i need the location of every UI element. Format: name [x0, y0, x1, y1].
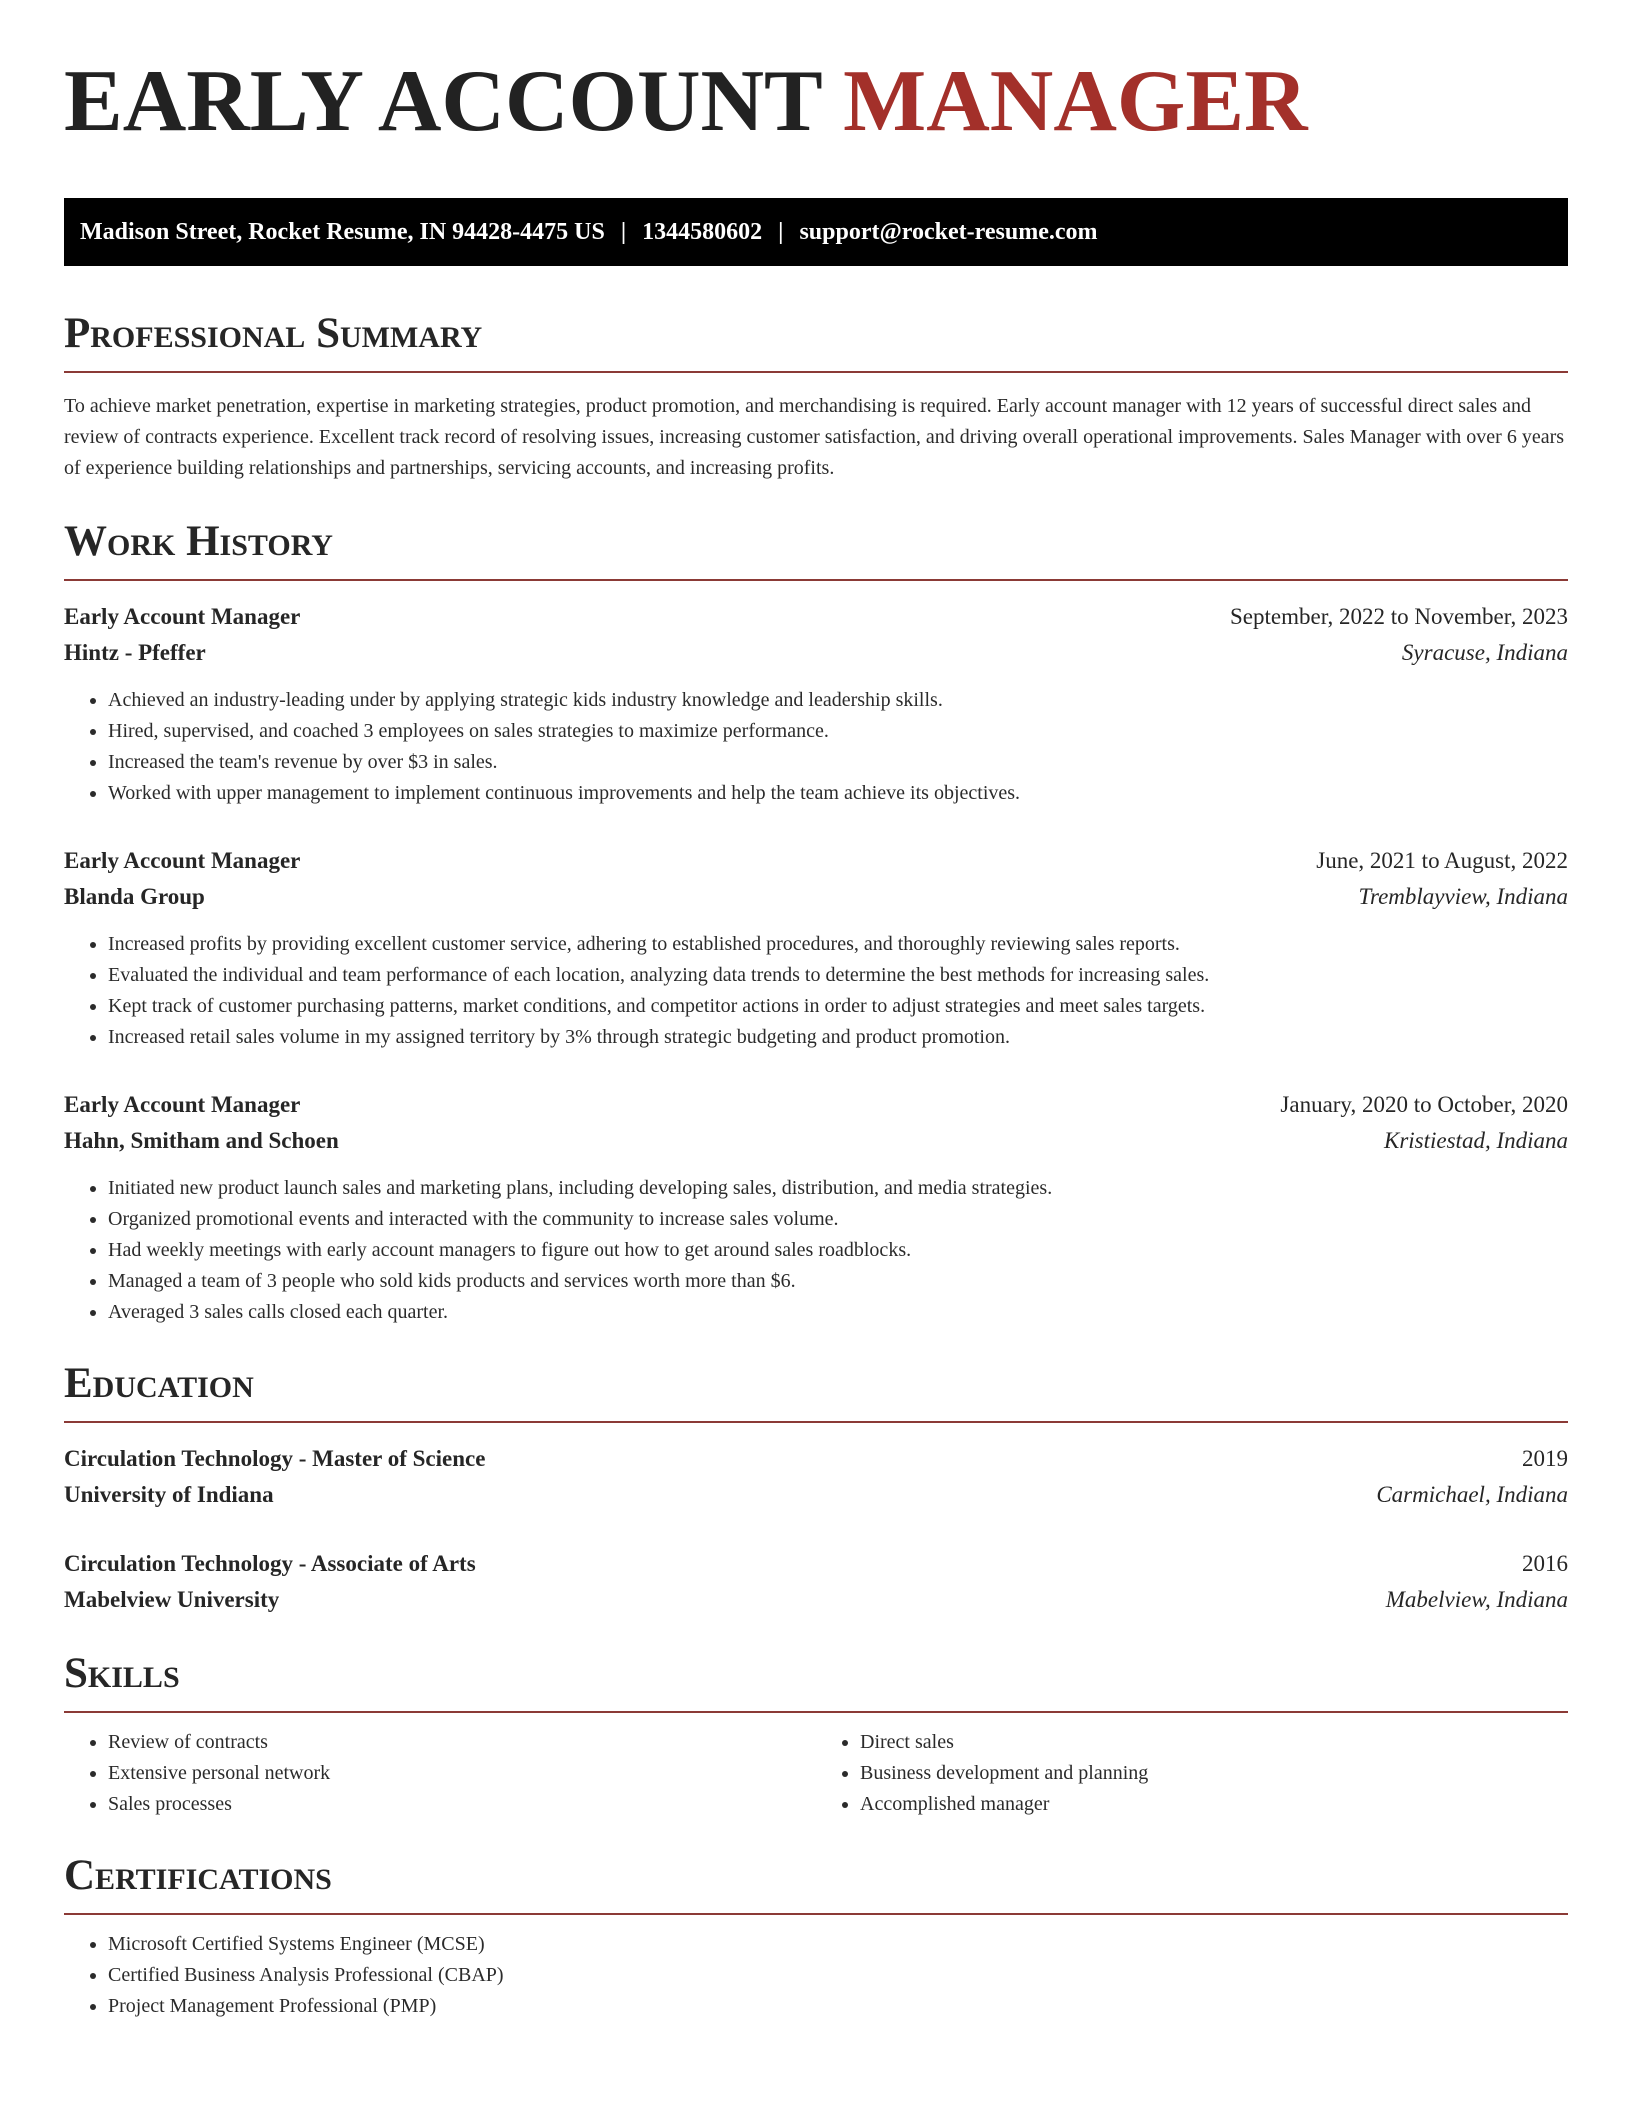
job-bullet: • Worked with upper management to implement continuous improvements and help the team achieve its objectives.: [108, 778, 1568, 809]
job-location: Tremblayview, Indiana: [1358, 884, 1568, 909]
job-entry: [64, 599, 1568, 809]
job-bullet: • Had weekly meetings with early account managers to figure out how to get around sales roadblocks.: [108, 1235, 1568, 1266]
skill-item: • Review of contracts: [108, 1727, 816, 1758]
work-history-heading: Work History: [64, 520, 1568, 581]
contact-email: support@rocket-resume.com: [799, 218, 1098, 245]
name-last: MANAGER: [843, 53, 1308, 150]
skill-item: • Direct sales: [860, 1727, 1568, 1758]
job-company: Hahn, Smitham and Schoen: [64, 1128, 339, 1153]
candidate-name: [64, 53, 1568, 150]
job-company: Blanda Group: [64, 884, 205, 909]
certification-item: • Project Management Professional (PMP): [108, 1991, 1568, 2022]
education-school: University of Indiana: [64, 1482, 274, 1507]
name-first: EARLY ACCOUNT: [64, 53, 822, 150]
contact-separator: |: [778, 218, 784, 245]
education-heading: Education: [64, 1362, 1568, 1423]
job-bullets: [64, 1173, 1568, 1328]
job-bullet: • Hired, supervised, and coached 3 employees on sales strategies to maximize performance.: [108, 716, 1568, 747]
job-entry: [64, 1087, 1568, 1328]
summary-heading: Professional Summary: [64, 312, 1568, 373]
job-location: Kristiestad, Indiana: [1383, 1128, 1568, 1153]
job-bullet: • Organized promotional events and interacted with the community to increase sales volume.: [108, 1204, 1568, 1235]
summary-text: To achieve market penetration, expertise in marketing strategies, product promotion, and merchandising is required. Early account manager with 12 years of successful direct sales and review of contracts experience. Excellent track record of resolving issues, increasing customer satisfaction, and driving overall operational improvements. Sales Manager with over 6 years of experience building relationships and partnerships, servicing accounts, and increasing profits.: [64, 395, 1565, 479]
job-role: Early Account Manager: [64, 848, 301, 873]
job-bullet: • Initiated new product launch sales and marketing plans, including developing sales, distribution, and media strategies.: [108, 1173, 1568, 1204]
education-location: Mabelview, Indiana: [1385, 1587, 1568, 1612]
certification-item: • Certified Business Analysis Professional (CBAP): [108, 1960, 1568, 1991]
job-dates: January, 2020 to October, 2020: [1280, 1092, 1568, 1117]
job-role: Early Account Manager: [64, 604, 301, 629]
contact-address: Madison Street, Rocket Resume, IN 94428-4475 US: [80, 218, 605, 245]
education-entry: [64, 1546, 1568, 1618]
skills-grid: [64, 1727, 1568, 1820]
job-bullet: • Evaluated the individual and team performance of each location, analyzing data trends to determine the best methods for increasing sales.: [108, 960, 1568, 991]
job-dates: June, 2021 to August, 2022: [1316, 848, 1568, 873]
job-role: Early Account Manager: [64, 1092, 301, 1117]
job-bullet: • Averaged 3 sales calls closed each quarter.: [108, 1297, 1568, 1328]
skills-heading: Skills: [64, 1652, 1568, 1713]
education-entry: [64, 1441, 1568, 1513]
education-degree: Circulation Technology - Associate of Arts: [64, 1551, 476, 1576]
skills-column-left: [64, 1727, 816, 1820]
skill-item: • Extensive personal network: [108, 1758, 816, 1789]
education-school: Mabelview University: [64, 1587, 280, 1612]
job-bullet: • Managed a team of 3 people who sold kids products and services worth more than $6.: [108, 1266, 1568, 1297]
education-degree: Circulation Technology - Master of Science: [64, 1446, 486, 1471]
contact-phone: 1344580602: [642, 218, 763, 245]
education-location: Carmichael, Indiana: [1376, 1482, 1568, 1507]
job-dates: September, 2022 to November, 2023: [1230, 604, 1568, 629]
job-bullet: • Increased the team's revenue by over $3 in sales.: [108, 747, 1568, 778]
job-bullets: [64, 929, 1568, 1053]
job-bullet: • Kept track of customer purchasing patterns, market conditions, and competitor actions in order to adjust strategies and meet sales targets.: [108, 991, 1568, 1022]
job-company: Hintz - Pfeffer: [64, 640, 206, 665]
education-year: 2019: [1522, 1446, 1568, 1471]
contact-bar: [64, 198, 1568, 266]
skill-item: • Sales processes: [108, 1789, 816, 1820]
skill-item: • Business development and planning: [860, 1758, 1568, 1789]
certifications-heading: Certifications: [64, 1854, 1568, 1915]
contact-separator: |: [620, 218, 627, 245]
education-year: 2016: [1522, 1551, 1568, 1576]
skills-column-right: [816, 1727, 1568, 1820]
certifications-list: [64, 1929, 1568, 2022]
job-location: Syracuse, Indiana: [1401, 640, 1568, 665]
skill-item: • Accomplished manager: [860, 1789, 1568, 1820]
job-bullet: • Increased profits by providing excellent customer service, adhering to established procedures, and thoroughly reviewing sales reports.: [108, 929, 1568, 960]
job-bullets: [64, 685, 1568, 809]
job-entry: [64, 843, 1568, 1053]
job-bullet: • Increased retail sales volume in my assigned territory by 3% through strategic budgeting and product promotion.: [108, 1022, 1568, 1053]
certification-item: • Microsoft Certified Systems Engineer (MCSE): [108, 1929, 1568, 1960]
job-bullet: • Achieved an industry-leading under by applying strategic kids industry knowledge and leadership skills.: [108, 685, 1568, 716]
